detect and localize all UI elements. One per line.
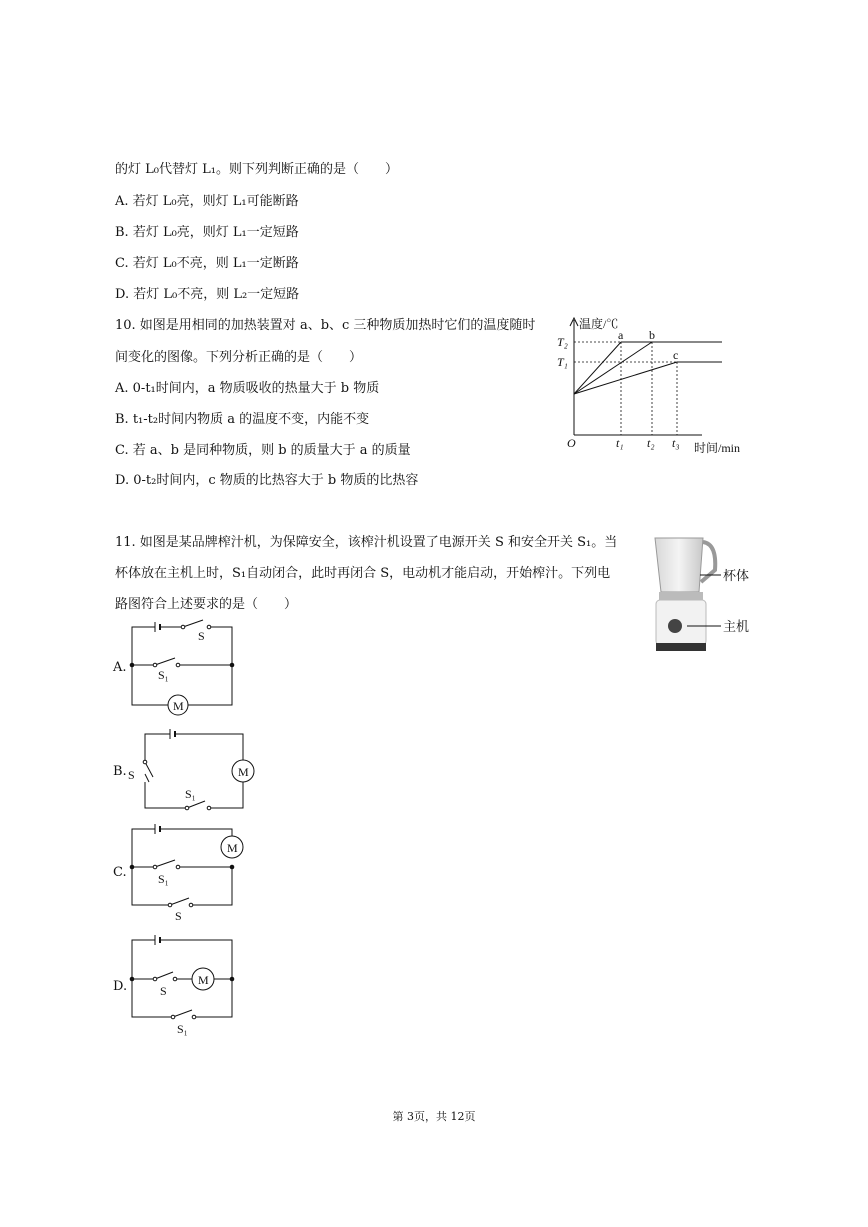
juicer-image <box>645 530 760 665</box>
graph-origin: O <box>567 436 576 450</box>
label-s1: S₁ <box>185 787 196 801</box>
label-s: S <box>160 984 167 998</box>
label-base: 主机 <box>723 619 750 634</box>
switch-contact <box>176 865 180 869</box>
switch-contact <box>185 806 189 810</box>
label-s: S <box>198 629 205 643</box>
q11-stem-line3: 路图符合上述要求的是（ ） <box>115 597 298 612</box>
junction <box>130 865 135 870</box>
q9-option-c: C. 若灯 L₀不亮，则 L₁一定断路 <box>115 256 299 271</box>
graph-ytick-t1: T₁ <box>557 355 568 369</box>
junction <box>230 977 235 982</box>
junction <box>230 663 235 668</box>
curve-c-rise <box>574 362 677 394</box>
curve-label-c: c <box>673 348 679 362</box>
q9-stem: 的灯 L₀代替灯 L₁。则下列判断正确的是（ ） <box>115 162 398 177</box>
switch-s1-blade <box>155 860 175 867</box>
graph-xtick-t3: t₃ <box>672 436 680 450</box>
label-s: S <box>128 768 135 782</box>
graph-ylabel: 温度/℃ <box>579 317 619 331</box>
switch-s1-blade <box>155 658 175 665</box>
q10-option-d: D. 0-t₂时间内，c 物质的比热容大于 b 物质的比热容 <box>115 473 419 488</box>
q11-option-a-letter: A. <box>113 660 127 675</box>
wire <box>145 782 187 808</box>
wire <box>209 782 243 808</box>
graph-xtick-t2: t₂ <box>647 436 655 450</box>
q10-option-a: A. 0-t₁时间内，a 物质吸收的热量大于 b 物质 <box>115 381 380 396</box>
circuit-a <box>125 615 245 720</box>
motor-label: M <box>173 699 184 713</box>
circuit-b <box>125 722 260 817</box>
switch-contact <box>153 977 157 981</box>
switch-contact <box>168 903 172 907</box>
wire <box>132 627 168 705</box>
q10-temperature-graph <box>552 312 762 462</box>
graph-xlabel: 时间/min <box>694 441 741 455</box>
label-s1: S₁ <box>177 1022 188 1036</box>
q11-stem-line1: 11. 如图是某品牌榨汁机，为保障安全，该榨汁机设置了电源开关 S 和安全开关 S₁。当 <box>115 535 618 550</box>
switch-contact <box>176 663 180 667</box>
circuit-d <box>125 930 250 1040</box>
curve-label-a: a <box>618 328 624 342</box>
q10-option-b: B. t₁-t₂时间内物质 a 的温度不变，内能不变 <box>115 412 370 427</box>
q9-option-d: D. 若灯 L₀不亮，则 L₂一定短路 <box>115 287 300 302</box>
wire <box>193 867 232 905</box>
switch-contact <box>153 663 157 667</box>
switch-contact <box>173 977 177 981</box>
motor-label: M <box>198 973 209 987</box>
page-footer: 第 3页，共 12页 <box>392 1110 476 1123</box>
juicer-collar <box>659 592 703 600</box>
q9-option-a: A. 若灯 L₀亮，则灯 L₁可能断路 <box>115 194 299 209</box>
q11-option-c-letter: C. <box>113 865 127 880</box>
switch-s-blade <box>155 972 173 979</box>
curve-b-rise <box>574 342 652 394</box>
label-s1: S₁ <box>158 668 169 682</box>
label-s1: S₁ <box>158 872 169 886</box>
switch-contact <box>207 625 211 629</box>
switch-s-blade <box>183 620 203 627</box>
wire <box>175 734 243 760</box>
label-cup: 杯体 <box>723 568 750 583</box>
motor-label: M <box>238 765 249 779</box>
switch-contact <box>207 806 211 810</box>
junction <box>230 865 235 870</box>
q11-option-d-letter: D. <box>113 979 128 994</box>
circuit-c <box>125 820 250 925</box>
junction <box>130 977 135 982</box>
wire <box>145 734 170 762</box>
switch-s-blade <box>170 898 189 905</box>
q10-stem-line2: 间变化的图像。下列分析正确的是（ ） <box>115 350 363 365</box>
junction <box>130 663 135 668</box>
q10-stem-line1: 10. 如图是用相同的加热装置对 a、b、c 三种物质加热时它们的温度随时 <box>115 318 536 333</box>
q9-option-b: B. 若灯 L₀亮，则灯 L₁一定短路 <box>115 225 299 240</box>
switch-contact <box>153 865 157 869</box>
switch-contact <box>192 1015 196 1019</box>
juicer-knob <box>668 619 682 633</box>
juicer-handle <box>701 542 715 582</box>
wire <box>188 627 232 705</box>
juicer-foot <box>656 643 706 651</box>
curve-label-b: b <box>649 328 655 342</box>
graph-xtick-t1: t₁ <box>616 436 624 450</box>
wire <box>160 829 232 836</box>
switch-s-blade <box>145 762 153 777</box>
graph-ytick-t2: T₂ <box>557 335 568 349</box>
label-s: S <box>175 909 182 923</box>
switch-contact <box>171 1015 175 1019</box>
switch-contact <box>143 760 147 764</box>
q11-stem-line2: 杯体放在主机上时，S₁自动闭合，此时再闭合 S，电动机才能启动，开始榨汁。下列电 <box>115 566 611 581</box>
q10-option-c: C. 若 a、b 是同种物质，则 b 的质量大于 a 的质量 <box>115 443 411 458</box>
wire <box>145 774 149 782</box>
switch-contact <box>189 903 193 907</box>
switch-s1-blade <box>173 1010 192 1017</box>
switch-contact <box>181 625 185 629</box>
switch-s1-blade <box>187 801 205 808</box>
motor-label: M <box>227 841 238 855</box>
juicer-cup <box>655 538 703 592</box>
q11-option-b-letter: B. <box>113 764 127 779</box>
